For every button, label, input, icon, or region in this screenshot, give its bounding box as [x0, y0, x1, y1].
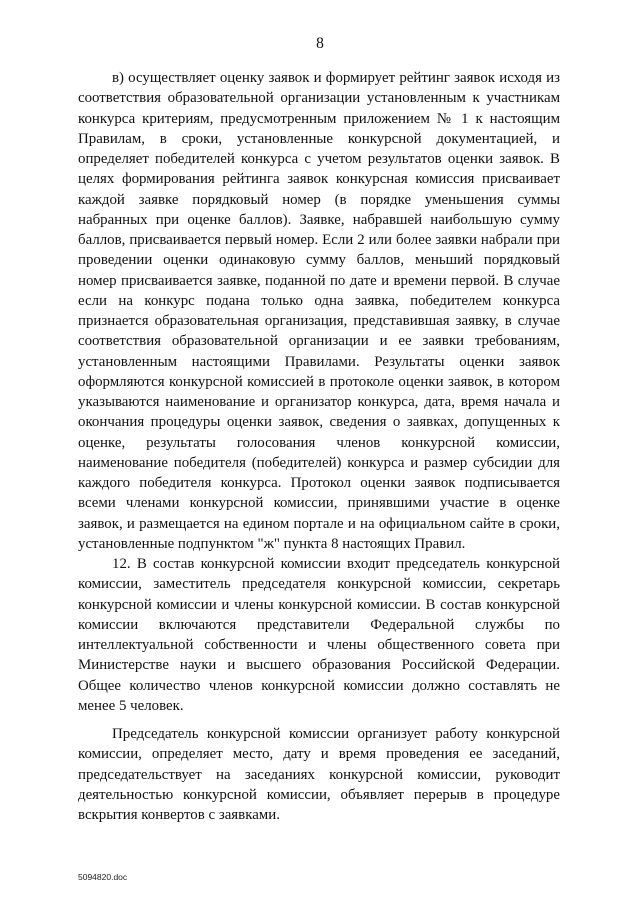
document-file-code: 5094820.doc — [78, 872, 128, 882]
document-body — [78, 68, 560, 825]
page-number: 8 — [316, 35, 324, 52]
paragraph-subitem-v: в) осуществляет оценку заявок и формирует рейтинг заявок исходя из соответствия образовательной организации установленным к участникам конкурса критериям, предусмотренным приложением № 1 к настоящим Правилам, в сроки, установленные конкурсной документацией, и определяет победителей конкурса с учетом результатов оценки заявок. В целях формирования рейтинга заявок конкурсная комиссия присваивает каждой заявке порядковый номер (в порядке уменьшения суммы набранных при оценке баллов). Заявке, набравшей наибольшую сумму баллов, присваивается первый номер. Если 2 или более заявки набрали при проведении оценки одинаковую сумму баллов, меньший порядковый номер присваивается заявке, поданной по дате и времени первой. В случае если на конкурс подана только одна заявка, победителем конкурса признается образовательная организация, представившая заявку, в случае соответствия образовательной организации и ее заявки требованиям, установленным настоящими Правилами. Результаты оценки заявок оформляются конкурсной комиссией в протоколе оценки заявок, в котором указываются наименование и организатор конкурса, дата, время начала и окончания процедуры оценки заявок, сведения о заявках, допущенных к оценке, результаты голосования членов конкурсной комиссии, наименование победителя (победителей) конкурса и размер субсидии для каждого победителя конкурса. Протокол оценки заявок подписывается всеми членами конкурсной комиссии, принявшими участие в оценке заявок, и размещается на едином портале и на официальном сайте в сроки, установленные подпунктом "ж" пункта 8 настоящих Правил. — [78, 70, 560, 552]
paragraph-item-12: 12. В состав конкурсной комиссии входит председатель конкурсной комиссии, заместитель председателя конкурсной комиссии, секретарь конкурсной комиссии и члены конкурсной комиссии. В состав конкурсной комиссии включаются представители Федеральной службы по интеллектуальной собственности и члены общественного совета при Министерстве науки и высшего образования Российской Федерации. Общее количество членов конкурсной комиссии должно составлять не менее 5 человек. — [78, 556, 560, 714]
paragraph-chairman-duties: Председатель конкурсной комиссии организует работу конкурсной комиссии, определяет место, дату и время проведения ее заседаний, председательствует на заседаниях конкурсной комиссии, руководит деятельностью конкурсной комиссии, объявляет перерыв в процедуре вскрытия конвертов с заявками. — [78, 726, 560, 823]
